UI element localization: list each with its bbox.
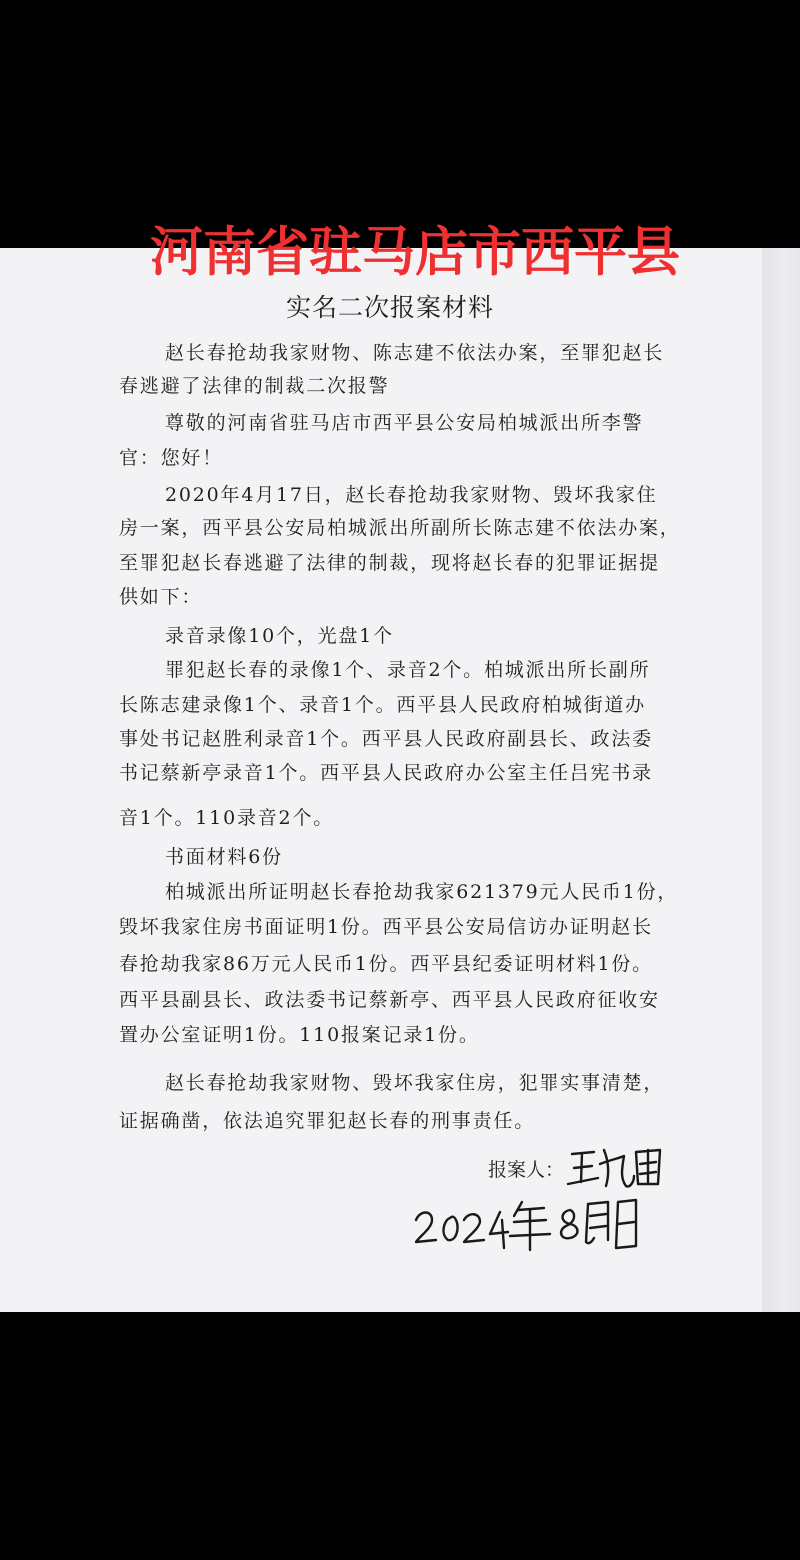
body-line: 官：您好！ (119, 447, 224, 469)
body-line: 房一案，西平县公安局柏城派出所副所长陈志建不依法办案， (119, 517, 681, 539)
body-line: 书记蔡新亭录音1个。西平县人民政府办公室主任吕宪书录 (119, 762, 653, 784)
body-line: 2020年4月17日，赵长春抢劫我家财物、毁坏我家住 (165, 484, 658, 506)
body-line: 毁坏我家住房书面证明1份。西平县公安局信访办证明赵长 (119, 916, 653, 938)
body-line: 至罪犯赵长春逃避了法律的制裁，现将赵长春的犯罪证据提 (119, 552, 660, 574)
body-line: 长陈志建录像1个、录音1个。西平县人民政府柏城街道办 (119, 694, 646, 716)
body-line: 赵长春抢劫我家财物、陈志建不依法办案，至罪犯赵长 (165, 342, 665, 364)
body-line: 置办公室证明1份。110报案记录1份。 (119, 1024, 480, 1046)
body-line: 证据确凿，依法追究罪犯赵长春的刑事责任。 (119, 1110, 536, 1132)
handwritten-date (410, 1190, 660, 1260)
body-line: 春逃避了法律的制裁二次报警 (119, 375, 390, 397)
body-line: 书面材料6份 (165, 846, 283, 868)
body-line: 录音录像10个，光盘1个 (165, 625, 394, 647)
body-line: 西平县副县长、政法委书记蔡新亭、西平县人民政府征收安 (119, 989, 660, 1011)
body-line: 供如下： (119, 586, 203, 608)
body-line: 赵长春抢劫我家财物、毁坏我家住房，犯罪实事清楚， (165, 1072, 665, 1094)
handwritten-signature (560, 1138, 670, 1198)
overlay-caption: 河南省驻马店市西平县 (150, 221, 680, 283)
document-title: 实名二次报案材料 (285, 293, 494, 322)
body-line: 春抢劫我家86万元人民币1份。西平县纪委证明材料1份。 (119, 953, 653, 975)
document-paper (0, 248, 800, 1312)
body-line: 柏城派出所证明赵长春抢劫我家621379元人民币1份， (165, 881, 679, 903)
reporter-label: 报案人： (488, 1159, 565, 1181)
body-line: 罪犯赵长春的录像1个、录音2个。柏城派出所长副所 (165, 659, 651, 681)
body-line: 音1个。110录音2个。 (119, 807, 335, 829)
body-line: 事处书记赵胜利录音1个。西平县人民政府副县长、政法委 (119, 728, 653, 750)
paper-fold-shadow (762, 248, 800, 1312)
body-line: 尊敬的河南省驻马店市西平县公安局柏城派出所李警 (165, 412, 644, 434)
